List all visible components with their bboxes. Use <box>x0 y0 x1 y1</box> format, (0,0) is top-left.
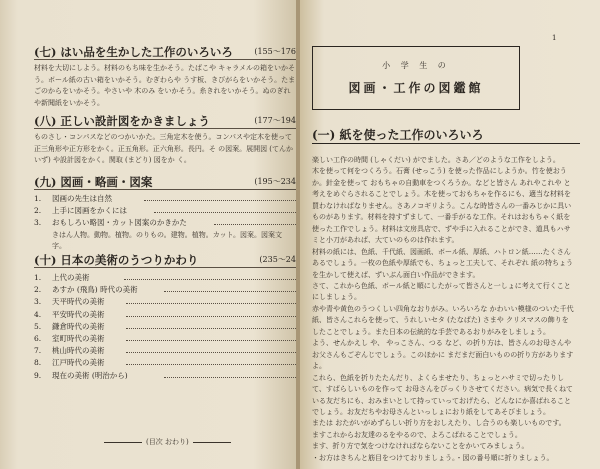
toc-item[interactable]: 1. 図画の先生は自然 <box>34 193 296 205</box>
toc-footer <box>100 437 235 447</box>
chapter-body <box>312 155 574 464</box>
toc-section-8 <box>34 113 296 167</box>
page-number: 1 <box>552 34 557 42</box>
heading-rule <box>34 267 296 268</box>
paragraph: ・お方はきちんと筋目をつけておりましょう。・図の番号順に折りましょう。 <box>312 453 554 462</box>
paragraph: 楽しい工作の時間 (しゃくだい) がでました。さあ／どのような工作をしよう。 <box>312 156 560 164</box>
section-description: ものさし・コンパスなどのつかいかた。三角定木を使う。コンパスや定木を使って 正三角形や正方形をかく。正五角形。正六角形。長円。そ の図案。展開図 (てんかいず) や設計図をかく。関取 (まどり) 図をか く。 <box>34 133 294 164</box>
chapter-title: (一) 紙を使った工作のいろいろ <box>312 128 484 142</box>
page-range: (177～194 <box>254 116 296 125</box>
section-heading <box>34 252 296 268</box>
paragraph: 材料の紙には、色紙、千代紙、図画紙、ボール紙、厚紙、ハトロン紙……たくさんあるでしょう。一枚の色紙や厚紙でも、ちょっと工夫して、それぞれ 紙の特ちょうを生かして使えば、ずいぶん面白い作品ができます。 <box>312 247 574 279</box>
toc-section-7 <box>34 44 296 109</box>
paragraph: これら、色紙を折りたたんだり、よくらませたり、ちょっとハサミで切ったりして、すばらしいものを作って お母さんをびっくりさせてください。病気で長くねている友だちにも、おみまいとして持っていっておげたら、どんなにか喜ばれることでしょう。お友だちやお母さんといっしょにおり紙をしてあそびましょう。 <box>312 373 573 416</box>
book-title: 図画・工作の図鑑館 <box>348 81 484 95</box>
toc-item[interactable]: 9. 現在の美術 (明治から) <box>34 370 296 382</box>
toc-item[interactable]: 4. 平安時代の美術 <box>34 309 296 321</box>
paragraph: 赤や青や黄色のうつくしい四角なおりがみ。いろいろな かわいい模様のついた千代紙、皆さんこれらを使って、うれしいセタ (たなばた) さまや クリスマスの飾りをしたことでしょう。また日本の伝統的な手芸であるおりがみをしましょう。 <box>312 304 574 336</box>
paragraph: または おたがいがめずらしい折り方をおしえたり、し合うのも楽しいものです。 <box>312 419 566 428</box>
book-title-box <box>312 46 520 110</box>
section-title: (十) 日本の美術のうつりかわり <box>34 253 199 267</box>
left-page-toc <box>0 0 298 469</box>
section-heading <box>34 174 296 190</box>
book-subtitle: 小 学 生 の <box>382 61 450 70</box>
section-title: (七) はい品を生かした工作のいろいろ <box>34 45 233 59</box>
toc-end-label: (目次 おわり) <box>146 438 189 446</box>
section-heading <box>34 44 296 60</box>
heading-rule <box>34 59 296 60</box>
paragraph: 木を使って何をつくろう。石膏 (せっこう) を使った作品にしようか。竹を使おうか。針金を使って おもちゃの自動車をつくろうか。などと皆さん あれやこれや と考えをめぐらされることでしょう。木を使っておもちゃを作るにも、適当な材料を買わなければなりません。さあノコギリよう。こんな時皆さんの一番みじかに具いものがあります。材料を持すずまして、一番手がるな工作。それはおもちゃく紙を使った工作でしょう。材料は文房具店で、ずや手に入れることができ、道具もハサミと小刀があれば、大ていのものは作れます。 <box>312 167 572 245</box>
heading-rule <box>312 143 580 144</box>
toc-item[interactable]: 2. あすか (飛鳥) 時代の美術 <box>34 284 296 296</box>
paragraph: さて、これから色紙、ボール紙と順にしたがって皆さんと一しょに考えて行くことにしましょう。 <box>312 281 571 302</box>
toc-section-9 <box>34 174 296 253</box>
toc-item[interactable]: 6. 室町時代の美術 <box>34 333 296 345</box>
page-range: (195～234 <box>254 177 296 186</box>
toc-section-10 <box>34 252 296 382</box>
toc-item-list <box>34 193 296 230</box>
toc-item[interactable]: 1. 上代の美術 <box>34 272 296 284</box>
page-range: (235～24 <box>259 255 296 264</box>
chapter-heading <box>312 126 580 143</box>
toc-item[interactable]: 5. 鎌倉時代の美術 <box>34 321 296 333</box>
footer-rule-right <box>193 442 231 443</box>
section-title: (八) 正しい設計図をかきましょう <box>34 114 210 128</box>
paragraph: よう、せんかえし や、 やっこさん、つる など、の折り方は、皆さんのお母さんやお父さんもごぞんじでしょう。このほかに まだまだ面白いものの折り方がありますよ。 <box>312 339 574 371</box>
section-heading <box>34 113 296 129</box>
toc-item[interactable]: 8. 江戸時代の美術 <box>34 357 296 369</box>
toc-item[interactable]: 7. 桃山時代の美術 <box>34 345 296 357</box>
toc-item[interactable]: 3. おもしろい略図・カット図案のかきかた <box>34 217 296 229</box>
toc-item[interactable]: 3. 天平時代の美術 <box>34 296 296 308</box>
page-range: (155～176 <box>254 47 296 56</box>
section-description: 材料を大切にしよう。材料のもち味を生かそう。たばこや キャラメルの箱をいかそう。ボール紙の古い箱をいかそう。むぎわらや うす板、きびがらをいかそう。たまごのからをいかそう。やさいや 木のみ をいかそう。糸きれをいかそう。ぬのぎれや新聞紙をいかそう。 <box>34 64 296 107</box>
heading-rule <box>34 189 296 190</box>
paragraph: ます、折り方で気をつけなければならないことをかいてみましょう。 <box>312 442 529 451</box>
section-title: (九) 図画・略画・図案 <box>34 175 153 189</box>
toc-item-list <box>34 272 296 382</box>
footer-rule-left <box>104 442 142 443</box>
paragraph: ますこれからお友達のるをやるので、よろこばれることでしょう。 <box>312 430 522 439</box>
toc-item-note: きはん人物。動物。植物。のりもの。建物。植物。カット。図案。図案文字。 <box>52 230 283 251</box>
toc-item[interactable]: 2. 上手に図画をかくには <box>34 205 296 217</box>
heading-rule <box>34 128 296 129</box>
